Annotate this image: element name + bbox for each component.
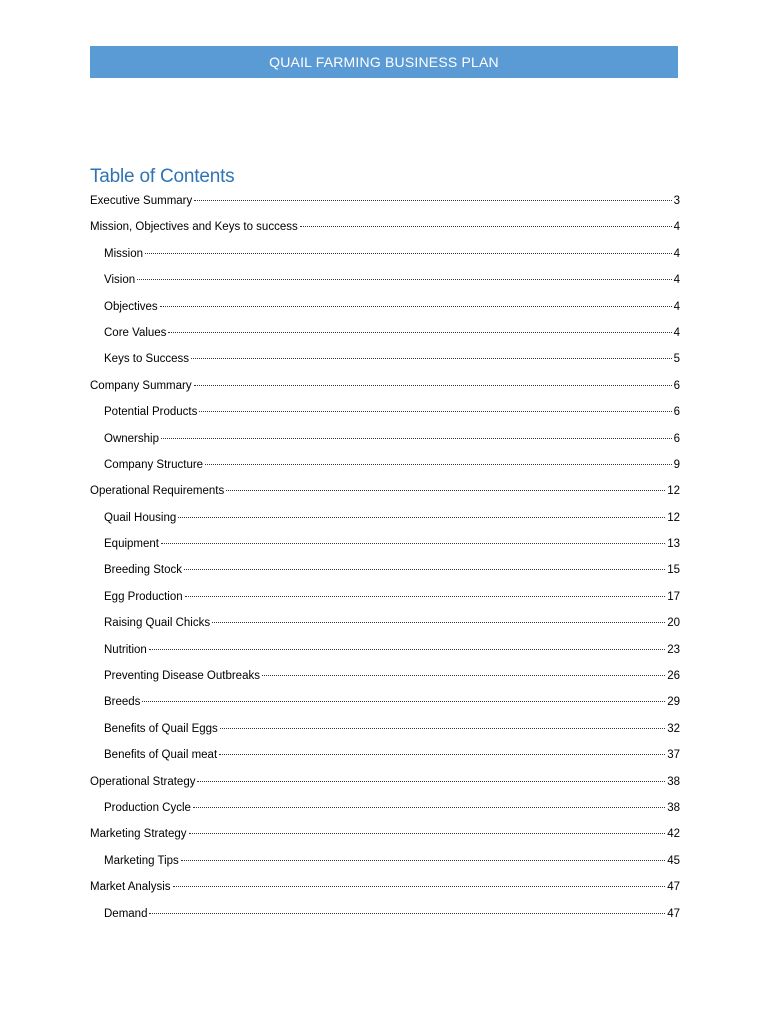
toc-entry-label[interactable]: Potential Products (104, 406, 198, 419)
toc-dot-leader (178, 517, 665, 518)
toc-dot-leader (161, 543, 665, 544)
toc-dot-leader (194, 200, 671, 201)
toc-entry[interactable] (90, 798, 680, 824)
toc-entry-label[interactable]: Production Cycle (104, 801, 191, 814)
toc-entry-page-number[interactable]: 47 (667, 881, 680, 894)
toc-entry-label[interactable]: Vision (104, 274, 136, 287)
toc-dot-leader (185, 596, 666, 597)
toc-entry-label[interactable]: Benefits of Quail meat (104, 749, 218, 762)
toc-entry-page-number[interactable]: 47 (667, 907, 680, 920)
toc-entry[interactable] (90, 376, 680, 402)
toc-dot-leader (300, 226, 672, 227)
toc-entry-page-number[interactable]: 5 (673, 353, 680, 366)
toc-entry-page-number[interactable]: 3 (673, 195, 680, 207)
toc-entry-label[interactable]: Raising Quail Chicks (104, 617, 211, 630)
toc-entry[interactable] (90, 534, 680, 560)
toc-entry-page-number[interactable]: 13 (667, 538, 680, 551)
toc-entry[interactable] (90, 297, 680, 323)
toc-entry-page-number[interactable]: 26 (667, 670, 680, 683)
document-title: QUAIL FARMING BUSINESS PLAN (269, 54, 499, 70)
toc-entry[interactable] (90, 824, 680, 850)
toc-entry[interactable] (90, 851, 680, 877)
toc-entry[interactable] (90, 429, 680, 455)
toc-entry[interactable] (90, 587, 680, 613)
toc-dot-leader (161, 438, 672, 439)
toc-dot-leader (262, 675, 665, 676)
toc-entry-label[interactable]: Keys to Success (104, 353, 190, 366)
toc-entry-label[interactable]: Company Structure (104, 458, 204, 471)
toc-dot-leader (205, 464, 672, 465)
toc-dot-leader (149, 913, 665, 914)
toc-entry-page-number[interactable]: 12 (667, 485, 680, 498)
toc-entry-label[interactable]: Breeding Stock (104, 564, 182, 577)
toc-entry-page-number[interactable]: 15 (667, 564, 680, 577)
toc-entry-label[interactable]: Egg Production (104, 590, 183, 603)
toc-entry-label[interactable]: Marketing Tips (104, 854, 179, 867)
toc-entry[interactable] (90, 772, 680, 798)
toc-entry[interactable] (90, 508, 680, 534)
toc-entry-label[interactable]: Nutrition (104, 643, 147, 656)
toc-dot-leader (219, 754, 665, 755)
toc-entry-page-number[interactable]: 42 (667, 828, 680, 841)
toc-entry-label[interactable]: Benefits of Quail Eggs (104, 722, 218, 735)
toc-entry[interactable] (90, 217, 680, 243)
toc-entry-page-number[interactable]: 4 (673, 300, 680, 313)
toc-entry[interactable] (90, 323, 680, 349)
toc-dot-leader (168, 332, 671, 333)
toc-entry-label[interactable]: Operational Requirements (90, 485, 225, 498)
toc-entry-page-number[interactable]: 23 (667, 643, 680, 656)
toc-entry-label[interactable]: Ownership (104, 432, 159, 445)
toc-dot-leader (194, 385, 672, 386)
toc-entry-label[interactable]: Mission (104, 247, 143, 260)
toc-dot-leader (226, 490, 665, 491)
toc-dot-leader (189, 833, 666, 834)
document-title-banner (90, 46, 678, 78)
toc-entry-page-number[interactable]: 17 (667, 590, 680, 603)
toc-entry-label[interactable]: Objectives (104, 300, 158, 313)
toc-entry-label[interactable]: Executive Summary (90, 195, 193, 207)
toc-entry-page-number[interactable]: 6 (673, 379, 680, 392)
toc-entry-label[interactable]: Demand (104, 907, 148, 920)
toc-entry[interactable] (90, 692, 680, 718)
toc-entry[interactable] (90, 402, 680, 428)
toc-entry[interactable] (90, 349, 680, 375)
toc-entry-label[interactable]: Equipment (104, 538, 159, 551)
toc-entry-page-number[interactable]: 6 (673, 406, 680, 419)
toc-dot-leader (181, 860, 665, 861)
toc-entry[interactable] (90, 560, 680, 586)
toc-entry-page-number[interactable]: 4 (673, 274, 680, 287)
toc-dot-leader (160, 306, 672, 307)
toc-heading: Table of Contents (90, 166, 235, 187)
toc-dot-leader (142, 701, 665, 702)
toc-dot-leader (199, 411, 671, 412)
toc-entry-page-number[interactable]: 29 (667, 696, 680, 709)
toc-dot-leader (145, 253, 672, 254)
toc-entry[interactable] (90, 877, 680, 903)
toc-dot-leader (212, 622, 665, 623)
toc-dot-leader (149, 649, 665, 650)
toc-entry-label[interactable]: Market Analysis (90, 881, 171, 894)
toc-entry[interactable] (90, 244, 680, 270)
toc-entry-page-number[interactable]: 38 (667, 775, 680, 788)
table-of-contents (90, 191, 680, 930)
toc-entry-label[interactable]: Operational Strategy (90, 775, 196, 788)
toc-entry-page-number[interactable]: 4 (673, 221, 680, 234)
toc-entry-label[interactable]: Mission, Objectives and Keys to success (90, 221, 298, 234)
toc-entry-label[interactable]: Breeds (104, 696, 141, 709)
toc-entry-page-number[interactable]: 12 (667, 511, 680, 524)
toc-entry-page-number[interactable]: 4 (673, 326, 680, 339)
toc-entry-label[interactable]: Core Values (104, 326, 167, 339)
toc-entry-page-number[interactable]: 20 (667, 617, 680, 630)
toc-dot-leader (137, 279, 671, 280)
toc-dot-leader (191, 358, 672, 359)
toc-entry-page-number[interactable]: 38 (667, 801, 680, 814)
toc-entry-page-number[interactable]: 37 (667, 749, 680, 762)
toc-entry[interactable] (90, 745, 680, 771)
toc-entry[interactable] (90, 719, 680, 745)
toc-entry-label[interactable]: Marketing Strategy (90, 828, 187, 841)
toc-entry-label[interactable]: Company Summary (90, 379, 192, 392)
toc-entry-page-number[interactable]: 9 (673, 458, 680, 471)
toc-entry[interactable] (90, 481, 680, 507)
toc-entry[interactable] (90, 640, 680, 666)
toc-entry-label[interactable]: Quail Housing (104, 511, 177, 524)
toc-entry[interactable] (90, 904, 680, 930)
toc-entry[interactable] (90, 613, 680, 639)
toc-entry[interactable] (90, 455, 680, 481)
toc-dot-leader (197, 781, 665, 782)
toc-dot-leader (173, 886, 666, 887)
toc-entry-page-number[interactable]: 4 (673, 247, 680, 260)
toc-entry-page-number[interactable]: 32 (667, 722, 680, 735)
toc-entry-page-number[interactable]: 6 (673, 432, 680, 445)
toc-dot-leader (184, 569, 665, 570)
toc-entry-page-number[interactable]: 45 (667, 854, 680, 867)
toc-entry-label[interactable]: Preventing Disease Outbreaks (104, 670, 260, 683)
toc-dot-leader (220, 728, 665, 729)
toc-entry[interactable] (90, 666, 680, 692)
toc-dot-leader (193, 807, 665, 808)
toc-entry[interactable] (90, 191, 680, 217)
toc-entry[interactable] (90, 270, 680, 296)
